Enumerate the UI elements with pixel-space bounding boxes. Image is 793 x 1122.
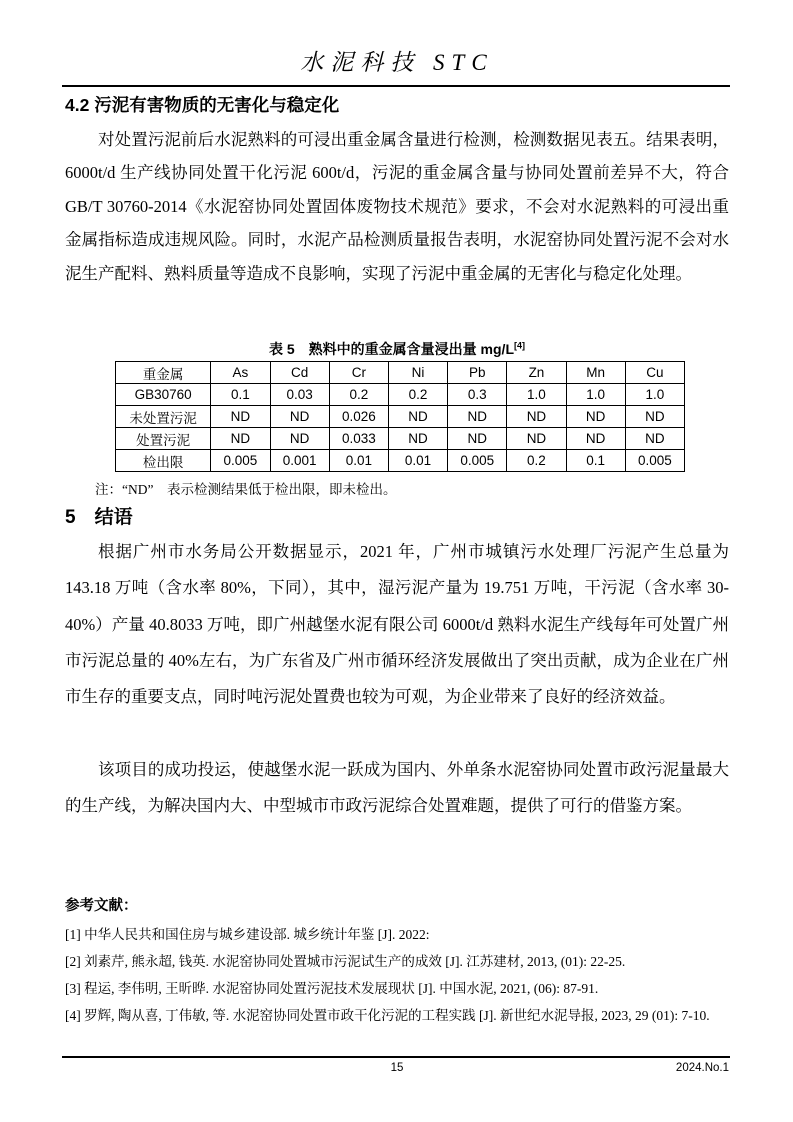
table-cell: ND — [270, 406, 329, 428]
table-cell: 0.2 — [388, 384, 447, 406]
table-cell: ND — [211, 428, 270, 450]
table-cell: ND — [566, 406, 625, 428]
table-header-cell: 重金属 — [116, 362, 211, 384]
table-cell: ND — [388, 406, 447, 428]
table-cell: 0.005 — [211, 450, 270, 472]
table-header-cell: Cd — [270, 362, 329, 384]
reference-item: [2] 刘素芹, 熊永超, 钱英. 水泥窑协同处置城市污泥试生产的成效 [J]. 江苏建材, 2013, (01): 22-25. — [65, 954, 626, 969]
table-5-heavy-metals — [115, 361, 685, 472]
table-cell: ND — [211, 406, 270, 428]
table-cell: 0.3 — [448, 384, 507, 406]
table-cell: ND — [270, 428, 329, 450]
reference-item: [1] 中华人民共和国住房与城乡建设部. 城乡统计年鉴 [J]. 2022: — [65, 927, 430, 942]
table-cell: 0.03 — [270, 384, 329, 406]
table-header-row — [116, 362, 685, 384]
table-header-cell: Mn — [566, 362, 625, 384]
table-cell: 0.01 — [388, 450, 447, 472]
table-header-cell: As — [211, 362, 270, 384]
table-cell: GB30760 — [116, 384, 211, 406]
table-row — [116, 428, 685, 450]
references-list — [65, 921, 733, 1029]
table-5-note: 注：“ND” 表示检测结果低于检出限，即未检出。 — [95, 482, 397, 497]
table-cell: 1.0 — [566, 384, 625, 406]
table-cell: 0.2 — [329, 384, 388, 406]
table-cell: 0.033 — [329, 428, 388, 450]
table-5-caption-citation: [4] — [514, 340, 525, 351]
journal-header-title: 水泥科技 STC — [300, 50, 494, 75]
table-cell: ND — [388, 428, 447, 450]
table-header-cell: Ni — [388, 362, 447, 384]
references-heading: 参考文献： — [65, 898, 138, 914]
table-cell: 1.0 — [507, 384, 566, 406]
page-number: 15 — [390, 1062, 404, 1074]
table-cell: ND — [566, 428, 625, 450]
table-cell: 0.01 — [329, 450, 388, 472]
table-header-cell: Cu — [625, 362, 684, 384]
section-5-paragraph-1: 根据广州市水务局公开数据显示，2021 年，广州市城镇污水处理厂污泥产生总量为 143.18 万吨（含水率 80%，下同），其中，湿污泥产量为 19.751 万吨，干污泥（含水率 30-40%）产量 40.8033 万吨，即广州越堡水泥有限公司 6000t/d 熟料水泥生产线每年可处置广州市污泥总量的 40%左右，为广东省及广州市循环经济发展做出了突出贡献，成为企业在广州市生存的重要支点，同时吨污泥处置费也较为可观，为企业带来了良好的经济效益。 — [65, 542, 729, 707]
issue-label: 2024.No.1 — [675, 1062, 729, 1074]
table-cell: 0.2 — [507, 450, 566, 472]
table-cell: 未处置污泥 — [116, 406, 211, 428]
table-cell: 0.1 — [566, 450, 625, 472]
table-cell: 检出限 — [116, 450, 211, 472]
table-5-caption — [65, 339, 729, 359]
section-4-2-paragraph: 对处置污泥前后水泥熟料的可浸出重金属含量进行检测，检测数据见表五。结果表明，6000t/d 生产线协同处置干化污泥 600t/d，污泥的重金属含量与协同处置前差异不大，符合 GB/T 30760-2014《水泥窑协同处置固体废物技术规范》要求，不会对水泥熟料的可浸出重金属指标造成违规风险。同时，水泥产品检测质量报告表明，水泥窑协同处置污泥不会对水泥生产配料、熟料质量等造成不良影响，实现了污泥中重金属的无害化与稳定化处理。 — [65, 130, 729, 283]
section-4-2-heading: 4.2 污泥有害物质的无害化与稳定化 — [65, 95, 340, 115]
section-5-paragraph-2: 该项目的成功投运，使越堡水泥一跃成为国内、外单条水泥窑协同处置市政污泥量最大的生产线，为解决国内大、中型城市市政污泥综合处置难题，提供了可行的借鉴方案。 — [65, 760, 729, 816]
table-cell: 1.0 — [625, 384, 684, 406]
table-cell: ND — [625, 406, 684, 428]
table-cell: 0.026 — [329, 406, 388, 428]
table-5-caption-text: 表 5 熟料中的重金属含量浸出量 mg/L — [268, 341, 514, 357]
table-row — [116, 450, 685, 472]
table-row — [116, 406, 685, 428]
reference-item: [3] 程运, 李伟明, 王昕晔. 水泥窑协同处置污泥技术发展现状 [J]. 中国水泥, 2021, (06): 87-91. — [65, 981, 599, 996]
table-cell: ND — [625, 428, 684, 450]
table-cell: ND — [507, 406, 566, 428]
table-cell: ND — [448, 406, 507, 428]
table-cell: ND — [507, 428, 566, 450]
table-header-cell: Zn — [507, 362, 566, 384]
table-cell: ND — [448, 428, 507, 450]
table-header-cell: Cr — [329, 362, 388, 384]
header-divider — [62, 85, 730, 87]
reference-item: [4] 罗辉, 陶从喜, 丁伟敏, 等. 水泥窑协同处置市政干化污泥的工程实践 [J]. 新世纪水泥导报, 2023, 29 (01): 7-10. — [65, 1008, 710, 1023]
table-cell: 0.1 — [211, 384, 270, 406]
table-header-cell: Pb — [448, 362, 507, 384]
table-cell: 0.005 — [625, 450, 684, 472]
table-cell: 0.005 — [448, 450, 507, 472]
table-row — [116, 384, 685, 406]
table-cell: 处置污泥 — [116, 428, 211, 450]
table-cell: 0.001 — [270, 450, 329, 472]
footer-divider — [62, 1056, 730, 1058]
section-5-heading: 5 结语 — [65, 507, 133, 528]
